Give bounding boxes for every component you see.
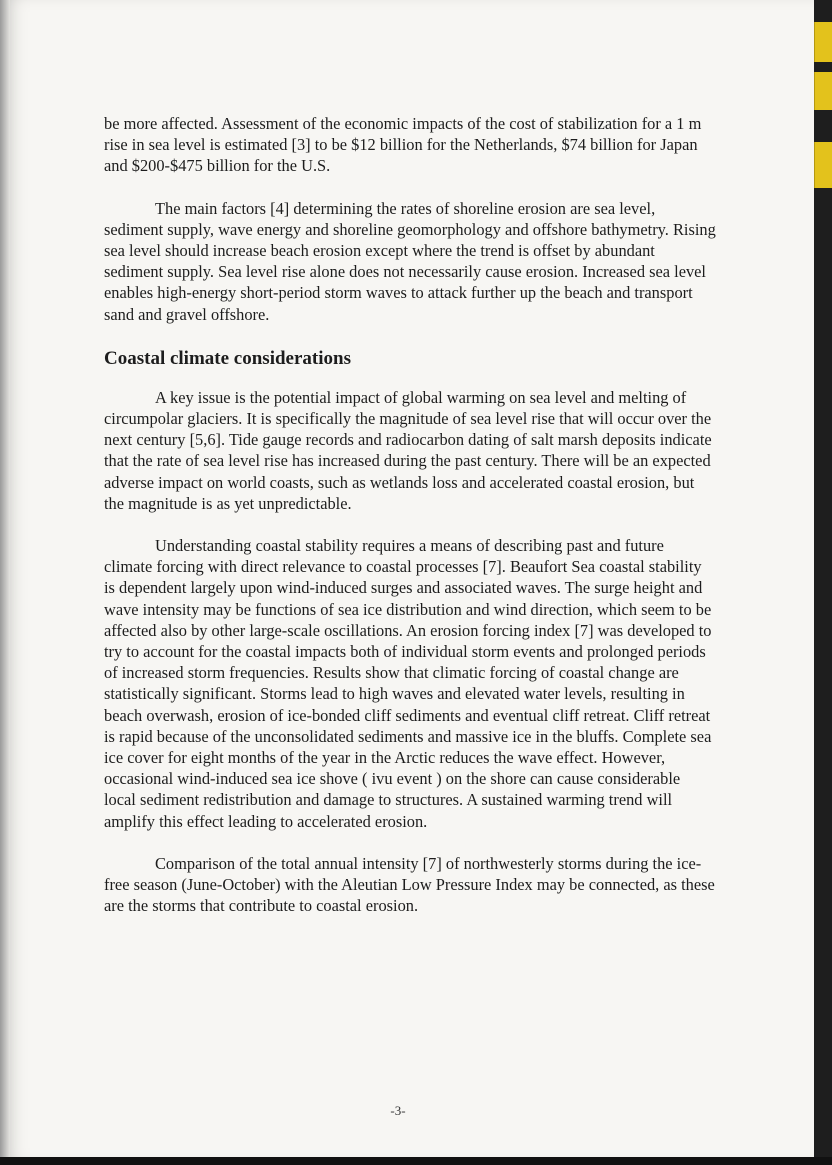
paragraph: The main factors [4] determining the rates of shoreline erosion are sea level, sediment supply, wave energy and shoreline geomorphology and offshore bathymetry. Rising sea level should increase beach erosion except where the trend is offset by abundant sediment supply. Sea level rise alone does not necessarily cause erosion. Increased sea level enables high-energy short-period storm waves to attack further up the beach and transport sand and gravel offshore. <box>104 198 716 324</box>
page-number: -3- <box>390 1103 406 1118</box>
paragraph: A key issue is the potential impact of global warming on sea level and melting of circumpolar glaciers. It is specifically the magnitude of sea level rise that will occur over the next century [5,6]. Tide gauge records and radiocarbon dating of salt marsh deposits indicate that the rate of sea level rise has increased during the past century. There will be an expected adverse impact on world coasts, such as wetlands loss and accelerated coastal erosion, but the magnitude is as yet unpredictable. <box>104 387 712 513</box>
paragraph: Understanding coastal stability requires a means of describing past and future climate forcing with direct relevance to coastal processes [7]. Beaufort Sea coastal stability is dependent largely upon wind-induced surges and associated waves. The surge height and wave intensity may be functions of sea ice distribution and wind direction, which seem to be affected also by other large-scale oscillations. An erosion forcing index [7] was developed to try to account for the coastal impacts both of individual storm events and prolonged periods of increased storm frequencies. Results show that climatic forcing of coastal change are statistically significant. Storms lead to high waves and elevated water levels, resulting in beach overwash, erosion of ice-bonded cliff sediments and eventual cliff retreat. Cliff retreat is rapid because of the unconsolidated sediments and massive ice in the bluffs. Complete sea ice cover for eight months of the year in the Arctic reduces the wave effect. However, occasional wind-induced sea ice shove ( ivu event ) on the shore can cause considerable local sediment redistribution and damage to structures. A sustained warming trend will amplify this effect leading to accelerated erosion. <box>104 536 712 831</box>
paragraph: be more affected. Assessment of the economic impacts of the cost of stabilization for a 1 m rise in sea level is estimated [3] to be $12 billion for the Netherlands, $74 billion for Japan and $200-$475 billion for the U.S. <box>104 114 702 176</box>
page-bottom-edge <box>0 1157 832 1165</box>
binding-edge <box>0 0 10 1160</box>
index-tab <box>814 72 832 110</box>
paragraph: Comparison of the total annual intensity [7] of northwesterly storms during the ice-free season (June-October) with the Aleutian Low Pressure Index may be connected, as these are the storms that contribute to coastal erosion. <box>104 853 715 916</box>
index-tab <box>814 142 832 188</box>
section-heading: Coastal climate considerations <box>104 347 351 369</box>
document-body <box>104 113 716 917</box>
index-tab <box>814 22 832 62</box>
